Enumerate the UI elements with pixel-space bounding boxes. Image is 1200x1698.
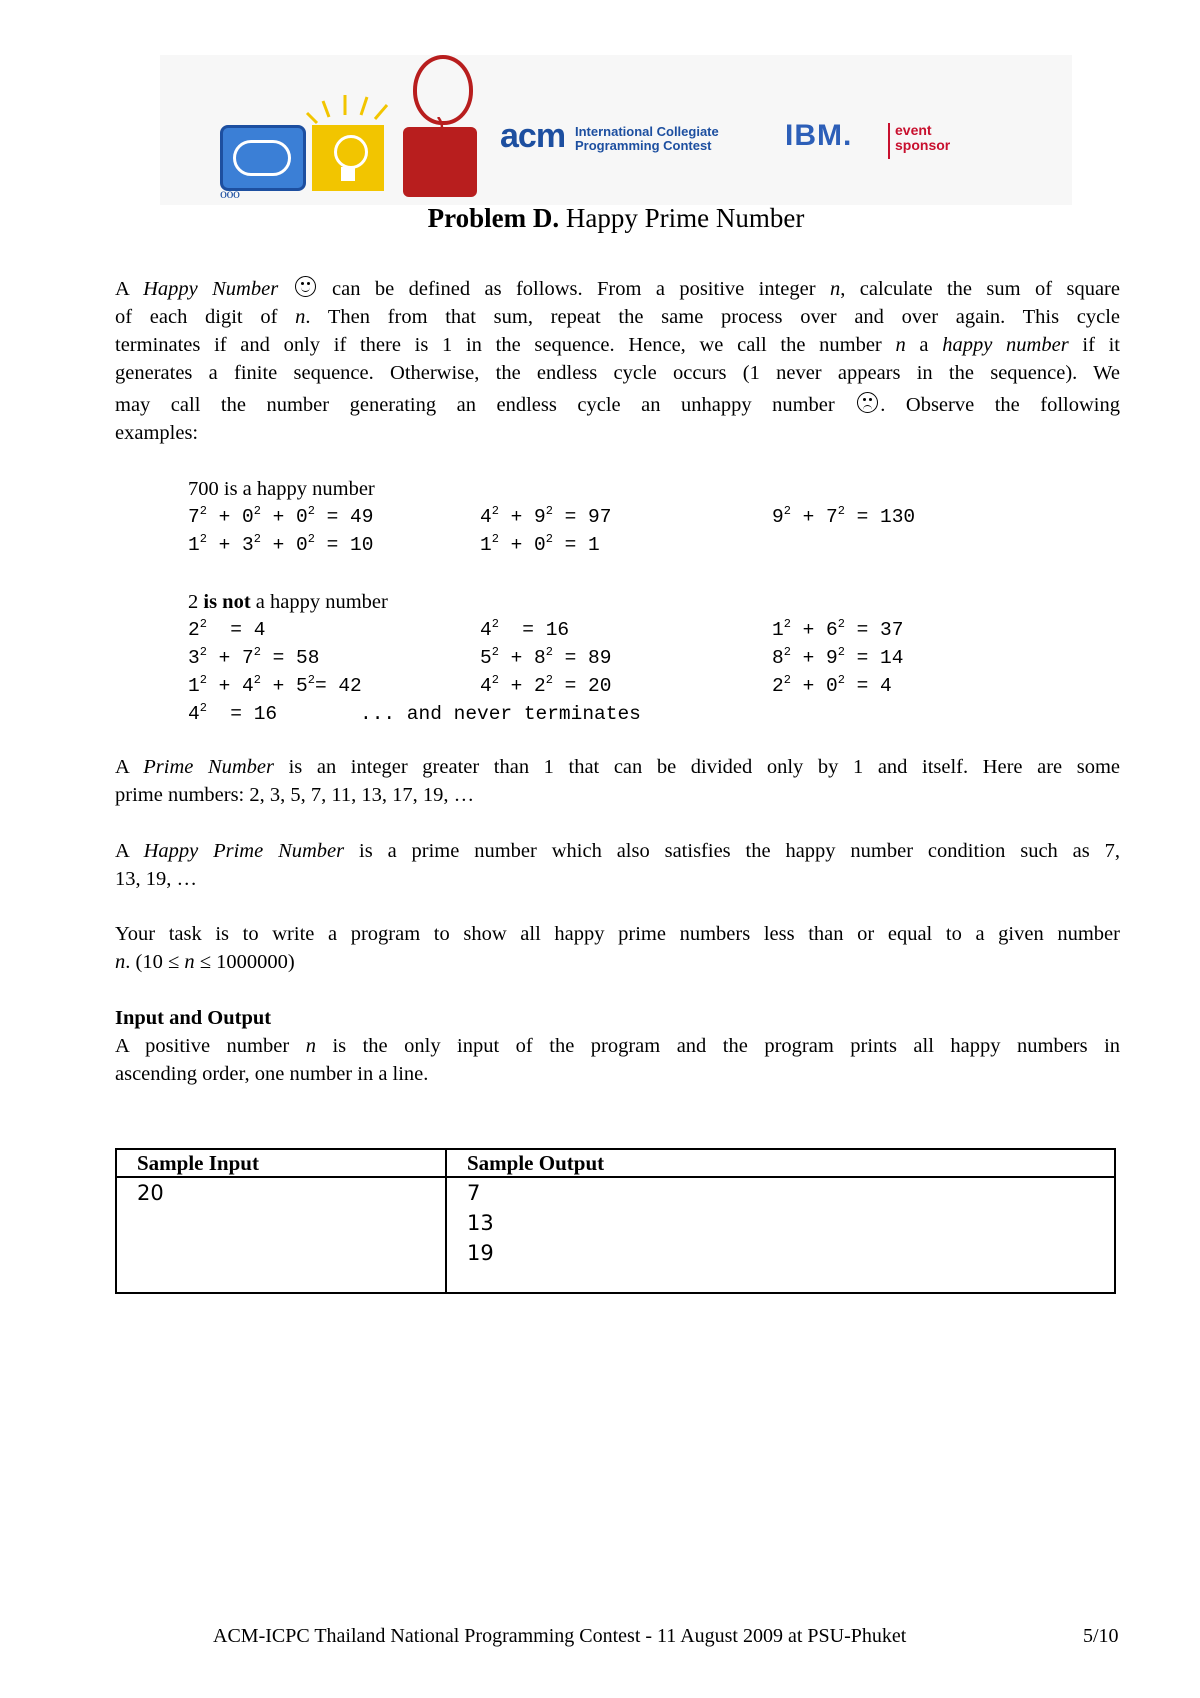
example-line: $1^2 + 4^2 + 5^2= 42$: [188, 673, 362, 697]
balloon-icon: [413, 55, 473, 125]
light-rays-icon: [305, 85, 395, 125]
sample-output-line: 19: [467, 1241, 494, 1265]
bubbles-icon: o o o: [220, 187, 238, 202]
example-line: $3^2 + 7^2 = 58$: [188, 645, 320, 669]
smiley-face-icon: [295, 276, 316, 297]
example-line: $2^2 + 0^2 = 4$: [772, 673, 892, 697]
happy-prime-definition: A Happy Prime Number is a prime number which also satisfies the happy number condition such as 7, 13, 19, …: [115, 840, 1121, 890]
example-not-happy-2: [188, 588, 1088, 728]
section-heading: Input and Output: [115, 1007, 272, 1029]
sample-output-line: 13: [467, 1211, 494, 1235]
sad-face-icon: [857, 392, 878, 413]
example-line: $7^2 + 0^2 + 0^2 = 49$: [188, 504, 374, 528]
example-line: $2^2 = 4$: [188, 617, 266, 641]
example-line: $4^2 = 16$: [188, 701, 278, 725]
sample-input-line: 20: [137, 1181, 164, 1205]
sponsor-divider: [888, 123, 890, 159]
sample-input-header: Sample Input: [116, 1149, 446, 1177]
ibm-logo: IBM.: [785, 119, 853, 152]
sample-output-header: Sample Output: [446, 1149, 1115, 1177]
example-line: $4^2 + 2^2 = 20$: [480, 673, 612, 697]
example-line: $4^2 = 16$: [480, 617, 570, 641]
sample-input-cell: [116, 1177, 446, 1293]
example-line: $1^2 + 0^2 = 1$: [480, 532, 600, 556]
sample-table: [115, 1148, 1116, 1294]
example-line: $1^2 + 6^2 = 37$: [772, 617, 904, 641]
example-line: $1^2 + 3^2 + 0^2 = 10$: [188, 532, 374, 556]
page-title: Problem D. Happy Prime Number: [427, 203, 805, 233]
intro-paragraph: A Happy Number can be defined as follows. From a positive integer n, calculate the sum of square of each digit of n. Then from that sum, repeat the same process over and over again. This cycle terminates if and only if there is 1 in the sequence. Hence, we call the number n a happy number if it generates a finite sequence. Otherwise, the endless cycle occurs (1 never appears in the sequence). We may call the number generating an endless cycle an unhappy number . Observe the following examples:: [115, 278, 1121, 444]
example-heading: 2 is not a happy number: [188, 591, 388, 613]
header-banner: [160, 55, 1072, 205]
input-output-section: Input and Output A positive number n is the only input of the program and the program prints all happy numbers in ascending order, one number in a line.: [115, 1004, 1120, 1088]
example-happy-700: [188, 475, 1088, 559]
example-line: $4^2 + 9^2 = 97$: [480, 504, 612, 528]
example-line: $5^2 + 8^2 = 89$: [480, 645, 612, 669]
prime-definition: A Prime Number is an integer greater than 1 that can be divided only by 1 and itself. Here are some prime numbers: 2, 3, 5, 7, 11, 13, 17, 19, …: [115, 756, 1120, 806]
task-description: Your task is to write a program to show all happy prime numbers less than or equal to a given number n. (10 ≤ n ≤ 1000000): [115, 923, 1120, 973]
example-tail: ... and never terminates: [360, 703, 641, 725]
sponsor-label: event sponsor: [895, 122, 951, 153]
acm-logo: acm: [500, 117, 566, 155]
page-number: 5/10: [1083, 1625, 1119, 1647]
example-line: $9^2 + 7^2 = 130$: [772, 504, 916, 528]
sample-output-line: 7: [467, 1181, 481, 1205]
page-footer: ACM-ICPC Thailand National Programming Contest - 11 August 2009 at PSU-Phuket: [213, 1625, 907, 1647]
example-heading: 700 is a happy number: [188, 478, 375, 500]
red-block-icon: [403, 127, 477, 197]
lightbulb-icon: [312, 125, 384, 191]
example-line: $8^2 + 9^2 = 14$: [772, 645, 904, 669]
icpc-logo-text: International Collegiate Programming Contest: [575, 124, 719, 153]
thought-cloud-icon: [220, 125, 306, 191]
sample-output-cell: [446, 1177, 1115, 1293]
